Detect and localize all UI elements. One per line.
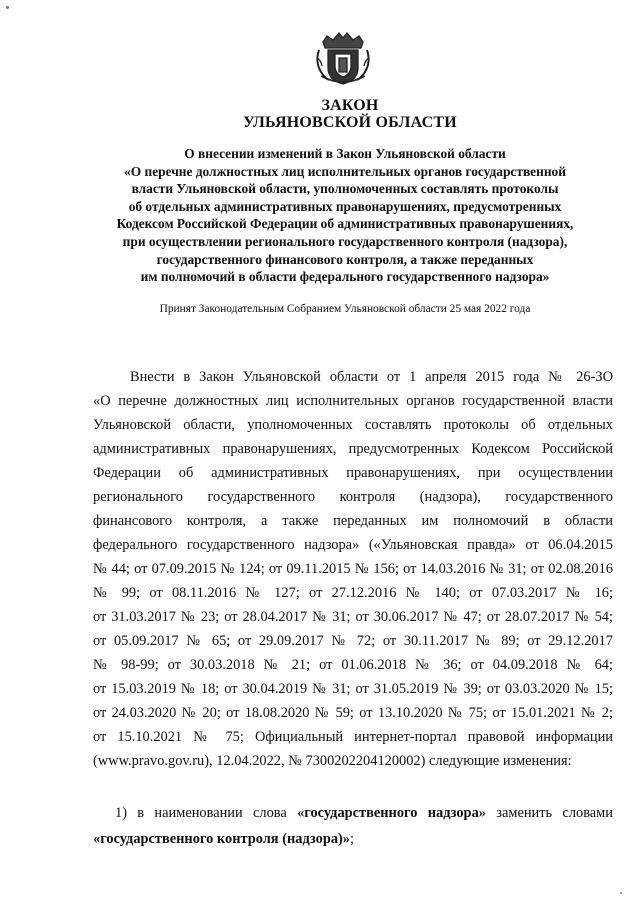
subject-line: государственного финансового контроля, а также переданных [156,251,534,267]
item-suffix: ; [350,831,355,847]
body-line: Федерации об административных правонарушениях, при осуществлении [93,465,613,481]
body-line: № 44; от 07.09.2015 № 124; от 09.11.2015 № 156; от 14.03.2016 № 31; от 02.08.2016 [93,561,613,577]
amendment-item-1 [115,802,613,824]
body-line: федерального государственного надзора» («Ульяновская правда» от 06.04.2015 [93,537,613,553]
body-line: административных правонарушениях, предусмотренных Кодексом Российской [93,441,613,457]
subject-line: власти Ульяновской области, уполномоченных составлять протоколы [131,181,559,197]
subject-line: при осуществлении регионального государственного контроля (надзора), [122,233,568,249]
body-line: № 99; от 08.11.2016 № 127; от 27.12.2016 № 140; от 07.03.2017 № 16; [93,585,613,601]
law-title: ЗАКОН [321,97,379,114]
subject-line: им полномочий в области федерального государственного надзора» [140,269,550,285]
subject-line: об отдельных административных правонарушениях, предусмотренных [128,198,562,214]
body-line: от 15.10.2021 № 75; Официальный интернет-портал правовой информации [93,729,613,745]
amendment-item-1-continued [93,828,613,850]
body-line: (www.pravo.gov.ru), 12.04.2022, № 7300202204120002) следующие изменения: [93,753,572,769]
scan-speck [620,892,622,894]
body-line: от 15.03.2019 № 18; от 30.04.2019 № 31; от 31.05.2019 № 39; от 03.03.2020 № 15; [93,681,613,697]
subject-line: «О перечне должностных лиц исполнительных органов государственной [124,163,566,179]
body-line: «О перечне должностных лиц исполнительных органов государственной власти [93,393,613,409]
law-region-title: УЛЬЯНОВСКОЙ ОБЛАСТИ [243,114,457,131]
body-line: от 24.03.2020 № 20; от 18.08.2020 № 59; от 13.10.2020 № 75; от 15.01.2021 № 2; [93,705,613,721]
law-subject [60,145,630,286]
body-line: Внести в Закон Ульяновской области от 1 апреля 2015 года № 26-ЗО [130,369,613,385]
item-old-phrase: «государственного надзора» [297,805,486,821]
subject-line: Кодексом Российской Федерации об административных правонарушениях, [116,216,574,232]
body-line: регионального государственного контроля (надзора), государственного [93,489,613,505]
body-line: финансового контроля, а также переданных им полномочий в области [93,513,613,529]
item-new-phrase: «государственного контроля (надзора)» [93,831,351,847]
scan-speck [6,6,9,9]
adoption-note: Принят Законодательным Собранием Ульяновской области 25 мая 2022 года [159,303,531,315]
item-prefix: 1) в наименовании слова [115,805,298,821]
body-line: от 05.09.2017 № 65; от 29.09.2017 № 72; от 30.11.2017 № 89; от 29.12.2017 [93,633,613,649]
ulyanovsk-coat-of-arms-icon [313,28,373,88]
item-middle: заменить словами [485,805,613,821]
body-line: Ульяновской области, уполномоченных составлять протоколы об отдельных [93,417,613,433]
body-line: № 98-99; от 30.03.2018 № 21; от 01.06.2018 № 36; от 04.09.2018 № 64; [93,657,613,673]
body-line: от 31.03.2017 № 23; от 28.04.2017 № 31; от 30.06.2017 № 47; от 28.07.2017 № 54; [93,609,613,625]
subject-line: О внесении изменений в Закон Ульяновской области [184,146,506,161]
